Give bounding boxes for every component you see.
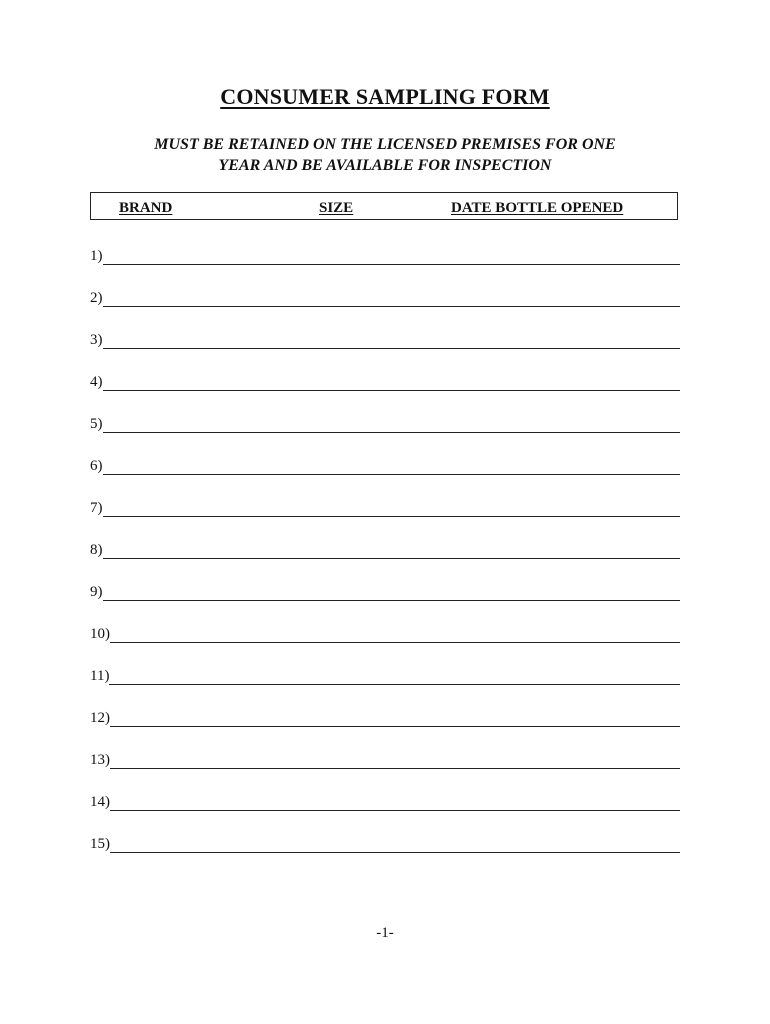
entry-row-13 [90, 747, 680, 771]
entry-number: 3) [90, 332, 103, 348]
entry-row-11 [90, 663, 680, 687]
entry-blank-line[interactable] [103, 498, 681, 517]
entry-number: 5) [90, 416, 103, 432]
entry-number: 2) [90, 290, 103, 306]
entry-blank-line[interactable] [110, 750, 680, 769]
entry-number: 8) [90, 542, 103, 558]
entry-row-10 [90, 621, 680, 645]
entry-blank-line[interactable] [110, 708, 680, 727]
entry-blank-line[interactable] [103, 582, 681, 601]
entry-number: 14) [90, 794, 110, 810]
entry-row-15 [90, 831, 680, 855]
entry-number: 15) [90, 836, 110, 852]
entry-blank-line[interactable] [110, 792, 680, 811]
entry-number: 10) [90, 626, 110, 642]
entry-row-6 [90, 453, 680, 477]
entry-blank-line[interactable] [103, 372, 681, 391]
entry-number: 4) [90, 374, 103, 390]
form-title: CONSUMER SAMPLING FORM [220, 84, 550, 109]
notice-line-2: YEAR AND BE AVAILABLE FOR INSPECTION [218, 157, 552, 174]
entry-blank-line[interactable] [109, 666, 680, 685]
entry-row-2 [90, 285, 680, 309]
entry-row-4 [90, 369, 680, 393]
entry-number: 7) [90, 500, 103, 516]
entry-blank-line[interactable] [110, 624, 680, 643]
entry-number: 11) [90, 668, 110, 684]
column-header-box [90, 192, 678, 220]
entry-number: 1) [90, 248, 103, 264]
entry-row-12 [90, 705, 680, 729]
entry-blank-line[interactable] [103, 246, 681, 265]
entry-row-1 [90, 243, 680, 267]
entry-row-5 [90, 411, 680, 435]
entry-row-14 [90, 789, 680, 813]
page-number: -1- [376, 925, 394, 941]
entry-blank-line[interactable] [110, 834, 680, 853]
retention-notice [0, 134, 770, 176]
entry-blank-line[interactable] [103, 540, 681, 559]
column-header-size: SIZE [319, 200, 354, 216]
entry-row-3 [90, 327, 680, 351]
entry-number: 12) [90, 710, 110, 726]
entry-blank-line[interactable] [103, 456, 681, 475]
entry-number: 6) [90, 458, 103, 474]
entry-row-8 [90, 537, 680, 561]
entry-blank-line[interactable] [103, 288, 681, 307]
column-header-date-opened: DATE BOTTLE OPENED [451, 200, 624, 216]
entry-blank-line[interactable] [103, 414, 681, 433]
entry-number: 9) [90, 584, 103, 600]
entry-number: 13) [90, 752, 110, 768]
column-header-brand: BRAND [119, 200, 173, 216]
notice-line-1: MUST BE RETAINED ON THE LICENSED PREMISES FOR ONE [154, 136, 616, 153]
entry-blank-line[interactable] [103, 330, 681, 349]
entry-row-7 [90, 495, 680, 519]
entry-row-9 [90, 579, 680, 603]
